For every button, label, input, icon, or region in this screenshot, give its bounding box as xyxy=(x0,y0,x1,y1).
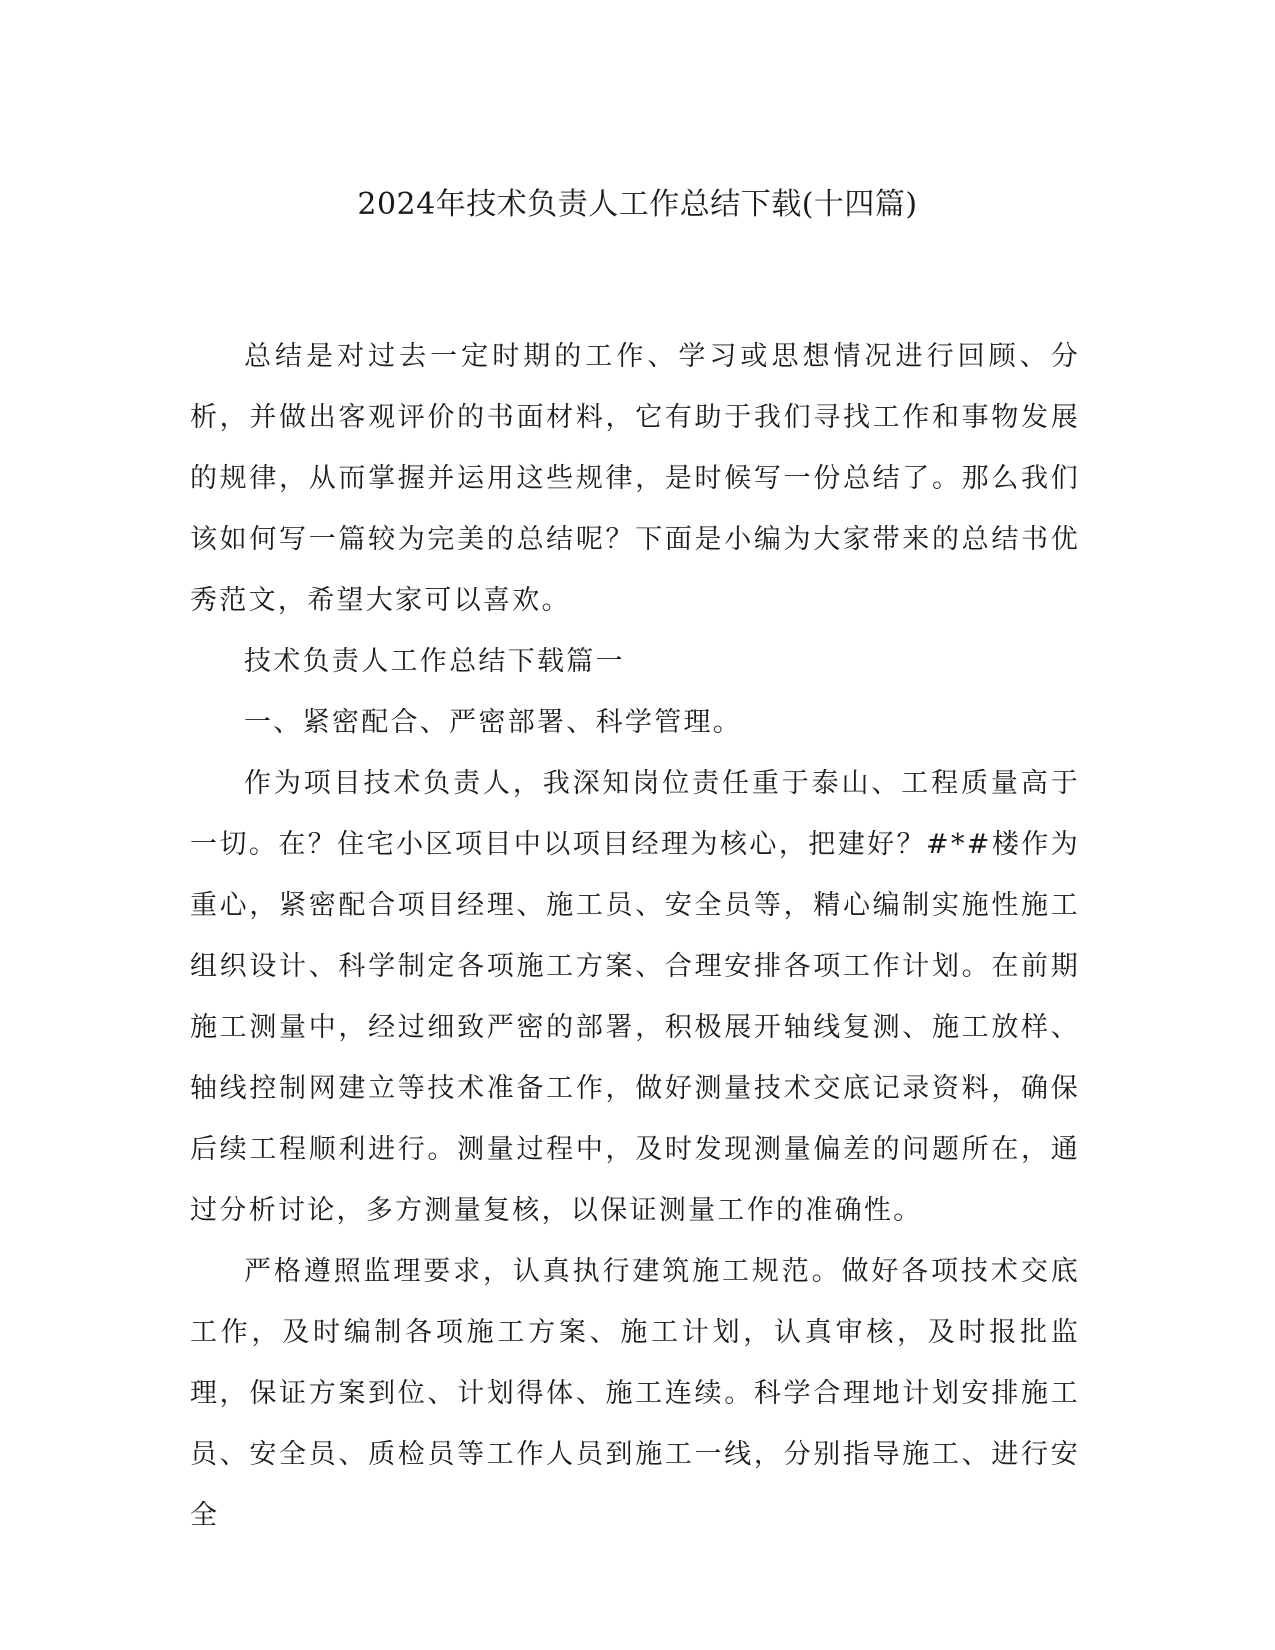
subsection-heading: 一、紧密配合、严密部署、科学管理。 xyxy=(244,707,743,738)
section-heading: 技术负责人工作总结下载篇一 xyxy=(244,646,625,677)
document-body xyxy=(190,326,1080,1546)
intro-paragraph: 总结是对过去一定时期的工作、学习或思想情况进行回顾、分析，并做出客观评价的书面材料，它有助于我们寻找工作和事物发展的规律，从而掌握并运用这些规律，是时候写一份总结了。那么我们该如何写一篇较为完美的总结呢？下面是小编为大家带来的总结书优秀范文，希望大家可以喜欢。 xyxy=(190,341,1080,616)
document-title: 2024年技术负责人工作总结下载(十四篇) xyxy=(357,187,918,222)
body-paragraph: 作为项目技术负责人，我深知岗位责任重于泰山、工程质量高于一切。在？住宅小区项目中以项目经理为核心，把建好？#*#楼作为重心，紧密配合项目经理、施工员、安全员等，精心编制实施性施工组织设计、科学制定各项施工方案、合理安排各项工作计划。在前期施工测量中，经过细致严密的部署，积极展开轴线复测、施工放样、轴线控制网建立等技术准备工作，做好测量技术交底记录资料，确保后续工程顺利进行。测量过程中，及时发现测量偏差的问题所在，通过分析讨论，多方测量复核，以保证测量工作的准确性。 xyxy=(190,768,1080,1226)
body-paragraph: 严格遵照监理要求，认真执行建筑施工规范。做好各项技术交底工作，及时编制各项施工方案、施工计划，认真审核，及时报批监理，保证方案到位、计划得体、施工连续。科学合理地计划安排施工员、安全员、质检员等工作人员到施工一线，分别指导施工、进行安全 xyxy=(190,1256,1080,1531)
